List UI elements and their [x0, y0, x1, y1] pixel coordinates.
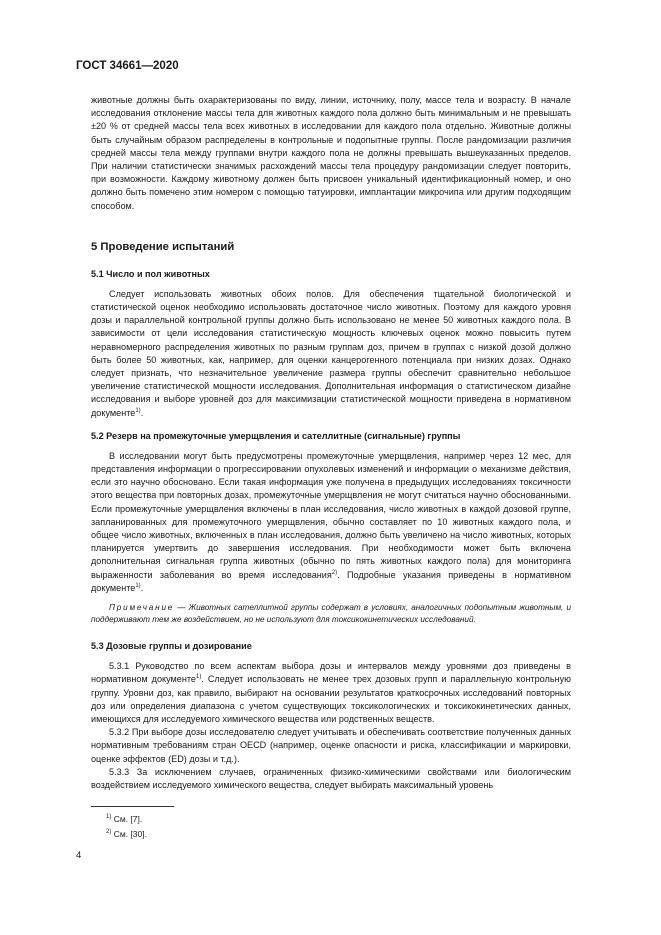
section-5-heading: 5 Проведение испытаний: [91, 240, 235, 253]
section-5-1-heading: 5.1 Число и пол животных: [91, 268, 210, 279]
footnote-mark: 2): [106, 829, 112, 836]
footnote-ref: 1): [135, 407, 141, 414]
intro-paragraph: животные должны быть охарактеризованы по виду, линии, источнику, полу, массе тела и возрасту. В начале исследования отклонение массы тела для животных каждого пола должно быть минимальным и не превышать ±20 % от средней массы тела всех животных в исследовании для каждого пола отдельно. Животные должны быть случайным образом распределены в контрольные и подопытные группы. После рандомизации различия средней массы тела между группами внутри каждого пола не должны превышать вышеуказанных пределов. При наличии статистически значимых расхождений массы тела процедуру рандомизации следует повторить, при возможности. Каждому животному должен быть присвоен уникальный идентификационный номер, и оно должно быть помечено этим номером с помощью татуировки, имплантации микрочипа или другим подходящим способом.: [91, 95, 571, 211]
footnote-ref: 1): [195, 674, 202, 681]
note-label: Примечание: [109, 603, 175, 613]
paragraph-text: . Подробные указания приведены в нормативном документе: [91, 569, 571, 593]
footnote-item: [106, 827, 147, 842]
page-header: ГОСТ 34661—2020: [76, 60, 179, 72]
paragraph-end: .: [140, 407, 144, 418]
note-text: — Животных сателлитной группы содержат в условиях, аналогичных подопытным животным, и поддерживают тем же воздействием, но не используют для токсикокинетических исследований.: [91, 603, 571, 625]
footnote-divider: [91, 806, 174, 807]
section-5-2-paragraph: [91, 450, 571, 595]
section-5-2-heading: 5.2 Резерв на промежуточные умерщвления и сателлитные (сигнальные) группы: [91, 430, 461, 441]
footnote-ref: 1): [135, 582, 141, 589]
footnotes: [106, 812, 147, 842]
paragraph-text: Следует использовать животных обоих полов. Для обеспечения тщательной биологической и статистической оценок необходимо использовать достаточное число животных. Поэтому для каждого уровня дозы и параллельной контрольной группы должно быть использовано не менее 50 животных каждого пола. В зависимости от цели исследования статистическую мощность ключевых оценок можно повысить путем неравномерного распределения животных по разным группам доз, причем в группах с низкой дозой должно быть более 50 животных, как, например, для оценки канцерогенного потенциала при низких дозах. Однако следует признать, что незначительное увеличение размера группы обеспечит сравнительно небольшое увеличение статистической мощности исследования. Дополнительная информация о статистическом дизайне исследования и выборе уровней доз для максимизации статистической мощности приведена в нормативном документе: [91, 288, 571, 418]
section-5-1-paragraph: [91, 288, 571, 420]
section-5-3-1-paragraph: [91, 660, 571, 726]
paragraph-text: . Следует использовать не менее трех дозовых групп и параллельную контрольную группу. Уровни доз, как правило, выбирают на основании результатов краткосрочных исследований повторных доз или определения диапазона с учетом существующих токсикологических и токсикокинетических данных, имеющихся для исследуемого химического вещества или родственных веществ.: [91, 674, 571, 724]
footnote-mark: 1): [106, 814, 112, 821]
footnote-text: См. [7].: [113, 814, 143, 824]
section-5-3-2-paragraph: 5.3.2 При выборе дозы исследователю следует учитывать и обеспечивать соответствие полученных данных нормативным требованиям стран OECD (например, оценке опасности и риска, классификации и маркировки, оценке эффектов (ED) дозы и т.д.).: [91, 727, 571, 764]
paragraph-end: .: [140, 582, 144, 593]
footnote-item: [106, 812, 147, 827]
page-body: [91, 94, 571, 792]
section-5-3-heading: 5.3 Дозовые группы и дозирование: [91, 641, 252, 652]
note-paragraph: [91, 602, 571, 626]
paragraph-text: В исследовании могут быть предусмотрены промежуточные умерщвления, например через 12 мес, для представления информации о прогрессировании опухолевых изменений и информации о механизме действия, если это научно обосновано. Если такая информация уже получена в предыдущих исследованиях токсичности этого вещества при повторных дозах, промежуточные умерщвления не могут считаться научно обоснованными. Если промежуточные умерщвления включены в план исследования, число животных в каждой дозовой группе, запланированных для промежуточного умерщвления, обычно составляет по 10 животных каждого пола, и общее число животных, включенных в план исследования, должно быть увеличено на число животных, которых планируется умертвить до завершения исследования. При необходимости может быть включена дополнительная сигнальная группа животных (обычно по пять животных каждого пола) для мониторинга выраженности заболевания во время исследования: [91, 450, 571, 580]
page-number: 4: [76, 850, 82, 861]
footnote-ref: 2): [331, 569, 338, 576]
footnote-text: См. [30].: [113, 829, 147, 839]
paragraph-text: 5.3.1 Руководство по всем аспектам выбора дозы и интервалов между уровнями доз приведены в нормативном документе: [91, 661, 571, 685]
section-5-3-3-paragraph: 5.3.3 За исключением случаев, ограниченных физико-химическими свойствами или биологическим воздействием исследуемого химического вещества, следует выбирать максимальный уровень: [91, 766, 571, 790]
